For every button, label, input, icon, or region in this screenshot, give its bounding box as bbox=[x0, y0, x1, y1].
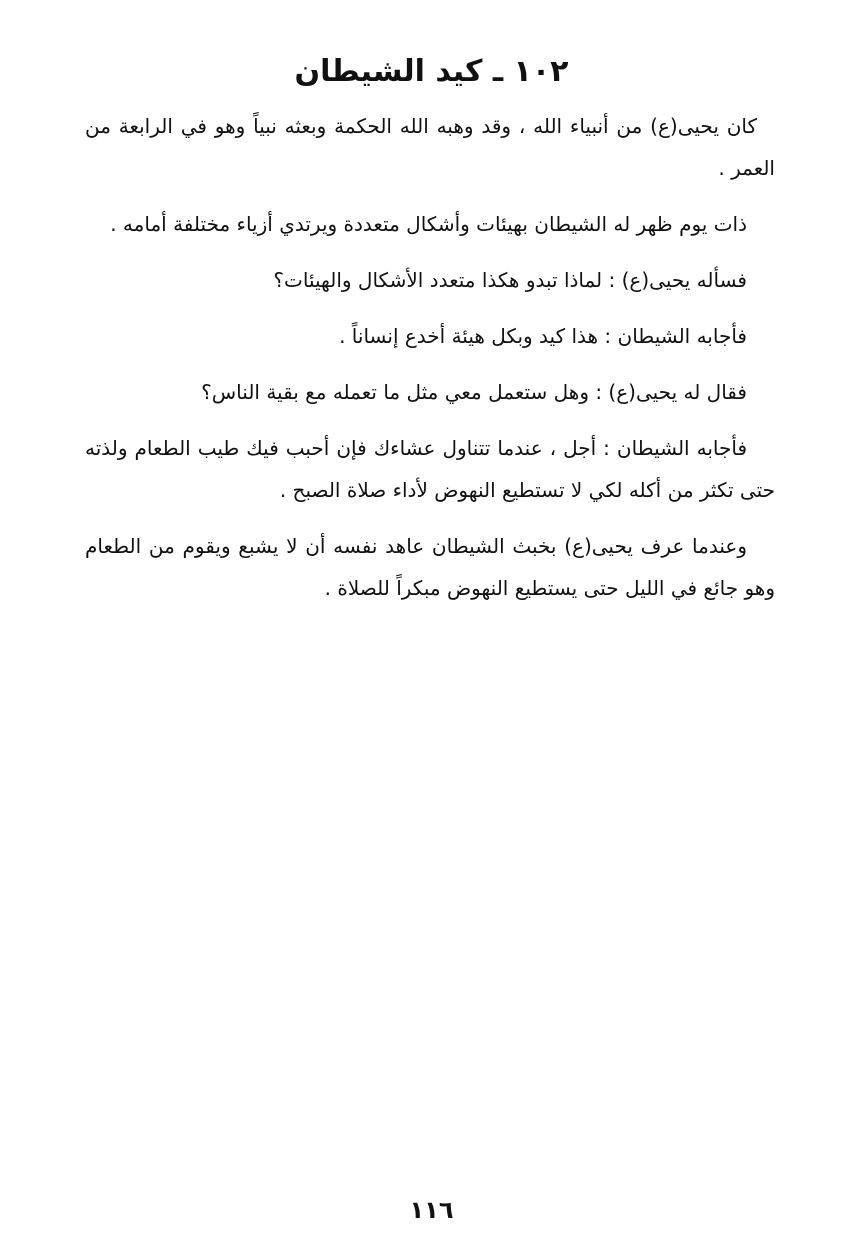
page-title: ١٠٢ ـ كيد الشيطان bbox=[294, 54, 569, 89]
page-number: ١١٦ bbox=[409, 1196, 454, 1224]
paragraph-5: فقال له يحيى(ع) : وهل ستعمل معي مثل ما تعمله مع بقية الناس؟ bbox=[201, 380, 747, 404]
paragraph-2: ذات يوم ظهر له الشيطان بهيئات وأشكال متعددة ويرتدي أزياء مختلفة أمامه . bbox=[110, 212, 747, 236]
paragraph-1: كان يحيى(ع) من أنبياء الله ، وقد وهبه الله الحكمة وبعثه نبياً وهو في الرابعة من العمر . bbox=[85, 114, 775, 180]
paragraph-6: فأجابه الشيطان : أجل ، عندما تتناول عشاءك فإن أحبب فيك طيب الطعام ولذته حتى تكثر من أكله لكي لا تستطيع النهوض لأداء صلاة الصبح . bbox=[85, 436, 775, 502]
story-text bbox=[85, 105, 775, 623]
paragraph-3: فسأله يحيى(ع) : لماذا تبدو هكذا متعدد الأشكال والهيئات؟ bbox=[273, 268, 747, 292]
paragraph-7: وعندما عرف يحيى(ع) بخبث الشيطان عاهد نفسه أن لا يشبع ويقوم من الطعام وهو جائع في الليل حتى يستطيع النهوض مبكراً للصلاة . bbox=[85, 534, 775, 600]
paragraph-4: فأجابه الشيطان : هذا كيد وبكل هيئة أخدع إنساناً . bbox=[339, 324, 747, 348]
